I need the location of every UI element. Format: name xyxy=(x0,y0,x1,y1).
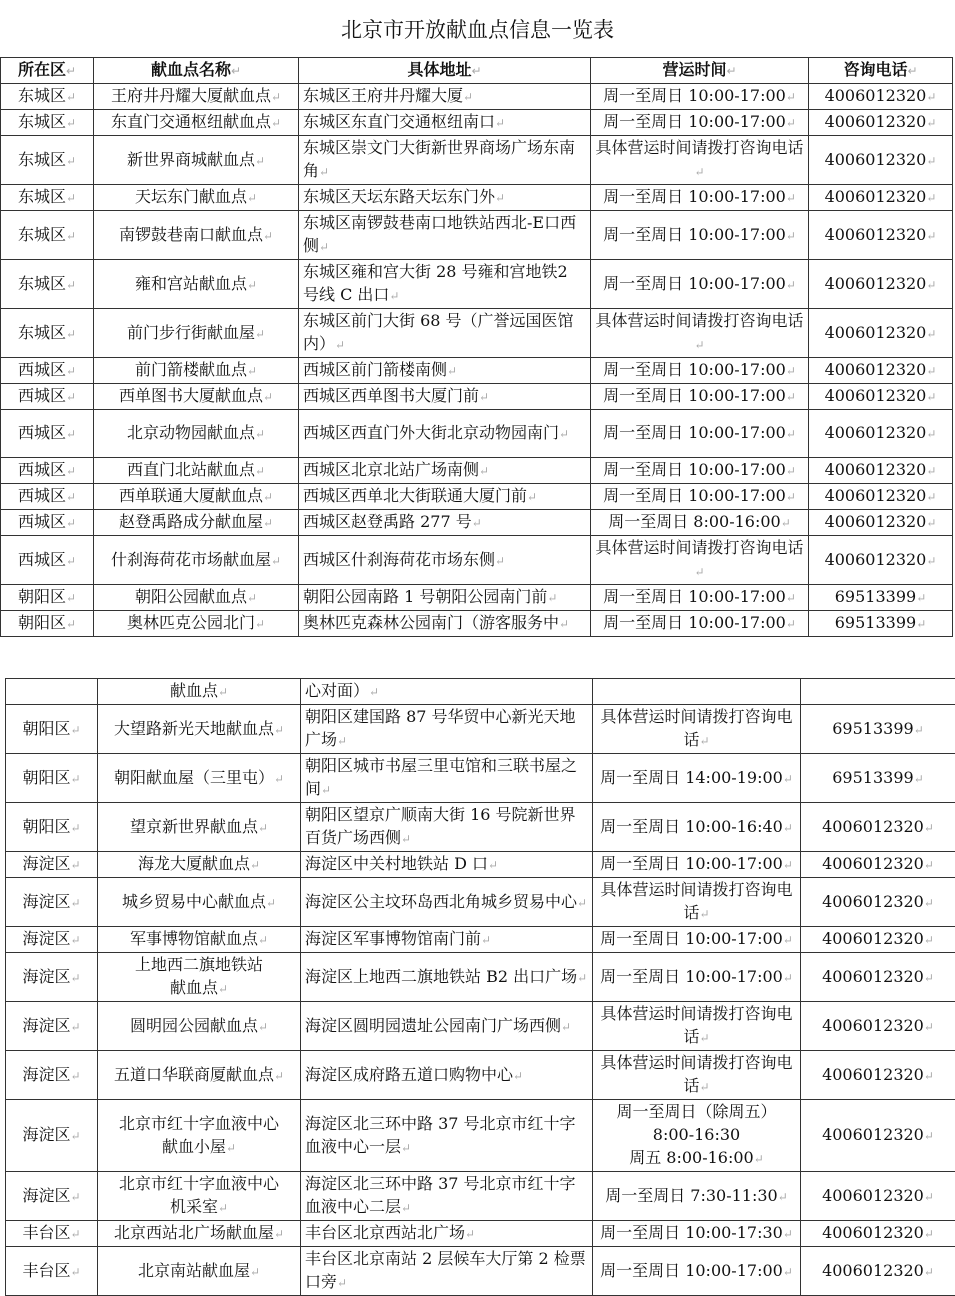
table-row xyxy=(6,754,955,803)
cell-phone: 4006012320 ↵ xyxy=(801,1247,955,1296)
cell-hours: 具体营运时间请拨打咨询电话 ↵ xyxy=(593,878,801,927)
cell-site-name: 西单联通大厦献血点 ↵ xyxy=(94,484,299,510)
cell-district: 海淀区 ↵ xyxy=(6,1002,98,1051)
cell-hours: 周一至周日 10:00-17:00 ↵ xyxy=(593,927,801,953)
cell-hours: 周一至周日 10:00-17:00 ↵ xyxy=(591,211,809,260)
cell-address: 心对面） ↵ xyxy=(301,679,593,705)
cell-district: 东城区 ↵ xyxy=(1,84,94,110)
cell-hours: 周一至周日 14:00-19:00 ↵ xyxy=(593,754,801,803)
cell-phone: 4006012320 ↵ xyxy=(801,1051,955,1100)
cell-site-name: 前门步行街献血屋 ↵ xyxy=(94,309,299,358)
cell-phone: 4006012320 ↵ xyxy=(809,484,953,510)
cell-hours: 具体营运时间请拨打咨询电话 ↵ xyxy=(591,309,809,358)
blood-donation-table-part1 xyxy=(0,57,953,637)
cell-site-name: 圆明园公园献血点 ↵ xyxy=(98,1002,301,1051)
table-row xyxy=(6,1221,955,1247)
cell-hours: 周一至周日 7:30-11:30 ↵ xyxy=(593,1172,801,1221)
table-row xyxy=(1,358,953,384)
table-row xyxy=(1,585,953,611)
table-row xyxy=(1,260,953,309)
cell-phone: 4006012320 ↵ xyxy=(809,260,953,309)
cell-site-name: 城乡贸易中心献血点 ↵ xyxy=(98,878,301,927)
cell-district xyxy=(6,679,98,705)
cell-hours: 周一至周日 10:00-17:00 ↵ xyxy=(591,84,809,110)
cell-district: 丰台区 ↵ xyxy=(6,1247,98,1296)
page-title: 北京市开放献血点信息一览表 xyxy=(0,14,955,44)
header-site-name: 献血点名称 ↵ xyxy=(94,58,299,84)
cell-phone: 69513399 ↵ xyxy=(809,585,953,611)
table-row xyxy=(6,878,955,927)
cell-site-name: 东直门交通枢纽献血点 ↵ xyxy=(94,110,299,136)
cell-address: 朝阳区城市书屋三里屯馆和三联书屋之间 ↵ xyxy=(301,754,593,803)
cell-address: 朝阳区建国路 87 号华贸中心新光天地广场 ↵ xyxy=(301,705,593,754)
cell-hours: 周一至周日 10:00-17:00 ↵ xyxy=(591,384,809,410)
cell-phone: 4006012320 ↵ xyxy=(801,878,955,927)
cell-district: 朝阳区 ↵ xyxy=(6,803,98,852)
cell-district: 东城区 ↵ xyxy=(1,110,94,136)
cell-district: 西城区 ↵ xyxy=(1,410,94,458)
cell-hours: 周一至周日 10:00-17:00 ↵ xyxy=(591,185,809,211)
cell-address: 海淀区成府路五道口购物中心 ↵ xyxy=(301,1051,593,1100)
cell-hours: 周一至周日 10:00-17:00 ↵ xyxy=(591,410,809,458)
cell-hours: 具体营运时间请拨打咨询电话 ↵ xyxy=(593,1002,801,1051)
table-row xyxy=(1,309,953,358)
table-row xyxy=(6,953,955,1002)
cell-address: 海淀区军事博物馆南门前 ↵ xyxy=(301,927,593,953)
cell-hours: 具体营运时间请拨打咨询电话 ↵ xyxy=(591,136,809,185)
cell-address: 海淀区中关村地铁站 D 口 ↵ xyxy=(301,852,593,878)
cell-address: 西城区什刹海荷花市场东侧 ↵ xyxy=(299,536,591,585)
cell-address: 西城区西单图书大厦门前 ↵ xyxy=(299,384,591,410)
cell-district: 海淀区 ↵ xyxy=(6,927,98,953)
table-row xyxy=(1,536,953,585)
cell-site-name: 天坛东门献血点 ↵ xyxy=(94,185,299,211)
cell-phone: 4006012320 ↵ xyxy=(809,536,953,585)
cell-phone: 4006012320 ↵ xyxy=(809,410,953,458)
cell-hours: 周一至周日 10:00-17:00 ↵ xyxy=(593,1247,801,1296)
cell-district: 西城区 ↵ xyxy=(1,358,94,384)
cell-district: 朝阳区 ↵ xyxy=(6,754,98,803)
cell-address: 西城区西直门外大街北京动物园南门 ↵ xyxy=(299,410,591,458)
cell-address: 东城区王府井丹耀大厦 ↵ xyxy=(299,84,591,110)
cell-district: 东城区 ↵ xyxy=(1,211,94,260)
cell-site-name: 什刹海荷花市场献血屋 ↵ xyxy=(94,536,299,585)
cell-phone: 4006012320 ↵ xyxy=(809,510,953,536)
cell-address: 东城区天坛东路天坛东门外 ↵ xyxy=(299,185,591,211)
cell-site-name: 西直门北站献血点 ↵ xyxy=(94,458,299,484)
cell-hours: 周一至周日 10:00-17:30 ↵ xyxy=(593,1221,801,1247)
cell-hours: 周一至周日 10:00-17:00 ↵ xyxy=(591,110,809,136)
cell-hours: 周一至周日 10:00-17:00 ↵ xyxy=(591,458,809,484)
cell-site-name: 献血点 ↵ xyxy=(98,679,301,705)
cell-site-name: 北京动物园献血点 ↵ xyxy=(94,410,299,458)
cell-phone: 4006012320 ↵ xyxy=(809,136,953,185)
cell-district: 朝阳区 ↵ xyxy=(1,611,94,637)
cell-hours: 具体营运时间请拨打咨询电话 ↵ xyxy=(591,536,809,585)
cell-district: 朝阳区 ↵ xyxy=(6,705,98,754)
cell-site-name: 北京市红十字血液中心 机采室 ↵ xyxy=(98,1172,301,1221)
table-row xyxy=(6,927,955,953)
cell-address: 朝阳区望京广顺南大街 16 号院新世界百货广场西侧 ↵ xyxy=(301,803,593,852)
cell-phone: 4006012320 ↵ xyxy=(809,309,953,358)
cell-hours: 周一至周日（除周五） 8:00-16:30 周五 8:00-16:00 ↵ xyxy=(593,1100,801,1172)
cell-address: 朝阳公园南路 1 号朝阳公园南门前 ↵ xyxy=(299,585,591,611)
cell-phone: 69513399 ↵ xyxy=(801,705,955,754)
cell-hours: 周一至周日 10:00-17:00 ↵ xyxy=(591,260,809,309)
cell-district: 海淀区 ↵ xyxy=(6,953,98,1002)
table-row xyxy=(1,484,953,510)
table-row xyxy=(6,1172,955,1221)
cell-phone: 4006012320 ↵ xyxy=(809,458,953,484)
table-row xyxy=(1,211,953,260)
cell-site-name: 大望路新光天地献血点 ↵ xyxy=(98,705,301,754)
cell-district: 东城区 ↵ xyxy=(1,185,94,211)
table-row xyxy=(1,410,953,458)
table-row xyxy=(6,803,955,852)
table-row xyxy=(6,679,955,705)
cell-site-name: 王府井丹耀大厦献血点 ↵ xyxy=(94,84,299,110)
cell-phone: 4006012320 ↵ xyxy=(801,803,955,852)
cell-site-name: 南锣鼓巷南口献血点 ↵ xyxy=(94,211,299,260)
header-district: 所在区 ↵ xyxy=(1,58,94,84)
cell-district: 海淀区 ↵ xyxy=(6,878,98,927)
table-row xyxy=(1,185,953,211)
table-row xyxy=(6,1247,955,1296)
cell-address: 东城区崇文门大街新世界商场广场东南角 ↵ xyxy=(299,136,591,185)
cell-phone: 4006012320 ↵ xyxy=(801,953,955,1002)
table-row xyxy=(1,510,953,536)
cell-address: 西城区前门箭楼南侧 ↵ xyxy=(299,358,591,384)
cell-site-name: 朝阳公园献血点 ↵ xyxy=(94,585,299,611)
cell-phone: 4006012320 ↵ xyxy=(801,1172,955,1221)
cell-district: 西城区 ↵ xyxy=(1,536,94,585)
table-row xyxy=(6,1051,955,1100)
cell-address: 东城区雍和宫大街 28 号雍和宫地铁2 号线 C 出口 ↵ xyxy=(299,260,591,309)
table-row xyxy=(6,1100,955,1172)
cell-site-name: 奥林匹克公园北门 ↵ xyxy=(94,611,299,637)
cell-hours: 具体营运时间请拨打咨询电话 ↵ xyxy=(593,1051,801,1100)
cell-address: 丰台区北京西站北广场 ↵ xyxy=(301,1221,593,1247)
cell-phone: 4006012320 ↵ xyxy=(809,211,953,260)
cell-site-name: 西单图书大厦献血点 ↵ xyxy=(94,384,299,410)
cell-phone: 4006012320 ↵ xyxy=(809,358,953,384)
cell-district: 丰台区 ↵ xyxy=(6,1221,98,1247)
cell-site-name: 北京西站北广场献血屋 ↵ xyxy=(98,1221,301,1247)
cell-site-name: 新世界商城献血点 ↵ xyxy=(94,136,299,185)
table-row xyxy=(6,852,955,878)
table-row xyxy=(1,611,953,637)
cell-district: 东城区 ↵ xyxy=(1,309,94,358)
cell-site-name: 海龙大厦献血点 ↵ xyxy=(98,852,301,878)
cell-hours: 周一至周日 10:00-17:00 ↵ xyxy=(593,953,801,1002)
cell-address: 西城区北京北站广场南侧 ↵ xyxy=(299,458,591,484)
cell-hours: 周一至周日 10:00-16:40 ↵ xyxy=(593,803,801,852)
cell-district: 海淀区 ↵ xyxy=(6,1100,98,1172)
header-address: 具体地址 ↵ xyxy=(299,58,591,84)
cell-address: 海淀区上地西二旗地铁站 B2 出口广场 ↵ xyxy=(301,953,593,1002)
cell-district: 海淀区 ↵ xyxy=(6,1051,98,1100)
cell-phone: 4006012320 ↵ xyxy=(801,1100,955,1172)
cell-phone xyxy=(801,679,955,705)
cell-district: 西城区 ↵ xyxy=(1,510,94,536)
cell-phone: 4006012320 ↵ xyxy=(809,185,953,211)
cell-phone: 4006012320 ↵ xyxy=(801,1221,955,1247)
cell-phone: 69513399 ↵ xyxy=(801,754,955,803)
table-row xyxy=(6,1002,955,1051)
cell-hours: 具体营运时间请拨打咨询电话 ↵ xyxy=(593,705,801,754)
cell-site-name: 朝阳献血屋（三里屯） ↵ xyxy=(98,754,301,803)
cell-address: 奥林匹克森林公园南门（游客服务中 ↵ xyxy=(299,611,591,637)
cell-site-name: 五道口华联商厦献血点 ↵ xyxy=(98,1051,301,1100)
cell-address: 东城区东直门交通枢纽南口 ↵ xyxy=(299,110,591,136)
cell-district: 东城区 ↵ xyxy=(1,260,94,309)
cell-phone: 4006012320 ↵ xyxy=(809,84,953,110)
table-row xyxy=(1,136,953,185)
cell-address: 海淀区北三环中路 37 号北京市红十字血液中心二层 ↵ xyxy=(301,1172,593,1221)
cell-address: 西城区赵登禹路 277 号 ↵ xyxy=(299,510,591,536)
table-row xyxy=(1,110,953,136)
blood-donation-table-part2 xyxy=(5,678,955,1296)
cell-hours: 周一至周日 8:00-16:00 ↵ xyxy=(591,510,809,536)
cell-phone: 4006012320 ↵ xyxy=(801,927,955,953)
cell-site-name: 赵登禹路成分献血屋 ↵ xyxy=(94,510,299,536)
cell-phone: 4006012320 ↵ xyxy=(809,110,953,136)
cell-site-name: 上地西二旗地铁站 献血点 ↵ xyxy=(98,953,301,1002)
cell-address: 西城区西单北大街联通大厦门前 ↵ xyxy=(299,484,591,510)
cell-site-name: 北京南站献血屋 ↵ xyxy=(98,1247,301,1296)
cell-hours: 周一至周日 10:00-17:00 ↵ xyxy=(591,611,809,637)
cell-hours xyxy=(593,679,801,705)
cell-address: 东城区南锣鼓巷南口地铁站西北-E口西侧 ↵ xyxy=(299,211,591,260)
table-row xyxy=(6,705,955,754)
cell-hours: 周一至周日 10:00-17:00 ↵ xyxy=(591,358,809,384)
cell-district: 朝阳区 ↵ xyxy=(1,585,94,611)
cell-site-name: 北京市红十字血液中心 献血小屋 ↵ xyxy=(98,1100,301,1172)
cell-district: 海淀区 ↵ xyxy=(6,852,98,878)
cell-hours: 周一至周日 10:00-17:00 ↵ xyxy=(591,585,809,611)
cell-district: 东城区 ↵ xyxy=(1,136,94,185)
cell-address: 东城区前门大街 68 号（广誉远国医馆内） ↵ xyxy=(299,309,591,358)
cell-site-name: 雍和宫站献血点 ↵ xyxy=(94,260,299,309)
cell-hours: 周一至周日 10:00-17:00 ↵ xyxy=(591,484,809,510)
cell-site-name: 望京新世界献血点 ↵ xyxy=(98,803,301,852)
cell-address: 丰台区北京南站 2 层候车大厅第 2 检票口旁 ↵ xyxy=(301,1247,593,1296)
cell-phone: 4006012320 ↵ xyxy=(801,852,955,878)
cell-site-name: 军事博物馆献血点 ↵ xyxy=(98,927,301,953)
cell-hours: 周一至周日 10:00-17:00 ↵ xyxy=(593,852,801,878)
table-header-row xyxy=(1,58,953,84)
cell-address: 海淀区公主坟环岛西北角城乡贸易中心 ↵ xyxy=(301,878,593,927)
cell-phone: 4006012320 ↵ xyxy=(809,384,953,410)
table-row xyxy=(1,384,953,410)
cell-district: 西城区 ↵ xyxy=(1,384,94,410)
table-row xyxy=(1,458,953,484)
cell-site-name: 前门箭楼献血点 ↵ xyxy=(94,358,299,384)
cell-district: 西城区 ↵ xyxy=(1,458,94,484)
cell-phone: 69513399 ↵ xyxy=(809,611,953,637)
cell-district: 海淀区 ↵ xyxy=(6,1172,98,1221)
cell-district: 西城区 ↵ xyxy=(1,484,94,510)
cell-address: 海淀区北三环中路 37 号北京市红十字血液中心一层 ↵ xyxy=(301,1100,593,1172)
header-phone: 咨询电话 ↵ xyxy=(809,58,953,84)
cell-phone: 4006012320 ↵ xyxy=(801,1002,955,1051)
cell-address: 海淀区圆明园遗址公园南门广场西侧 ↵ xyxy=(301,1002,593,1051)
header-hours: 营运时间 ↵ xyxy=(591,58,809,84)
table-row xyxy=(1,84,953,110)
